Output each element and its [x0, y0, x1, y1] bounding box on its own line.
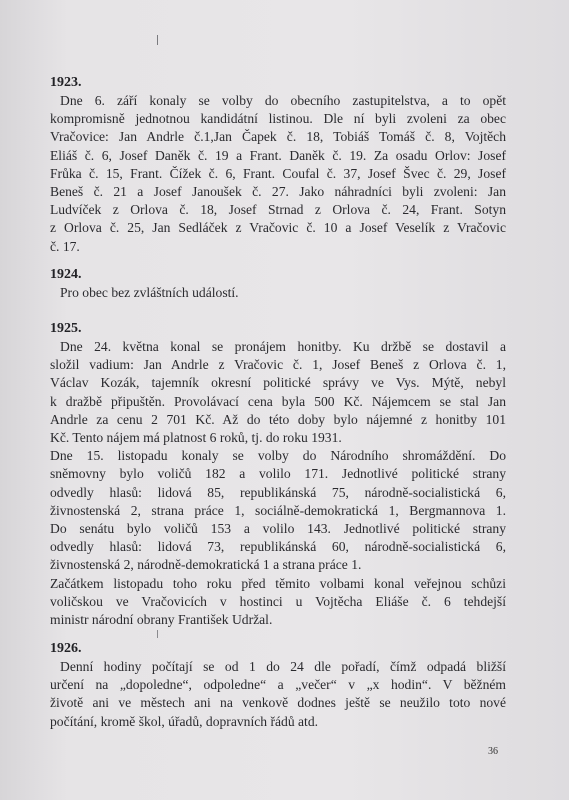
text-line: Do senátu bylo voličů 153 a volilo 143. Jednotlivé politické strany [50, 521, 506, 537]
scan-mark [157, 630, 158, 638]
text-line: počítání, kromě škol, úřadů, dopravních řádů atd. [50, 713, 319, 729]
text-line: sněmovny bylo voličů 182 a volilo 171. Jednotlivé politické strany [50, 466, 506, 482]
text-line: Pro obec bez zvláštních událostí. [60, 285, 239, 300]
text-line: č. 17. [50, 238, 80, 254]
text-line: životě ani ve městech ani na venkově dodnes ještě se neužilo toto nové [50, 695, 506, 711]
text-line: odvedly hlasů: lidová 85, republikánská 75, národně-socialistická 6, [50, 484, 506, 500]
section-1924 [50, 266, 506, 302]
year-heading: 1925. [50, 321, 82, 336]
text-line: z Orlova č. 25, Jan Sedláček z Vračovic č. 10 a Josef Veselík z Vračovic [50, 220, 506, 236]
paragraph [50, 658, 506, 731]
text-line: Dne 24. května konal se pronájem honitby. Ku držbě se dostavil a [60, 339, 506, 354]
text-line: kompromisně jednotnou kandidátní listinou. Dle ní byli zvoleni za obec [50, 111, 506, 127]
paragraph [50, 284, 506, 302]
text-line: živnostenská 2, národně-demokratická 1 a strana práce 1. [50, 557, 362, 573]
text-line: složil vadium: Jan Andrle z Vračovic č. 1, Josef Beneš z Orlova č. 1, [50, 357, 506, 373]
text-line: živnostenská 2, strana práce 1, sociálně-demokratická 1, Bergmannova 1. [50, 502, 506, 518]
year-heading: 1924. [50, 267, 82, 282]
text-line: Denní hodiny počítají se od 1 do 24 dle pořadí, čímž odpadá bližší [60, 659, 506, 674]
text-line: Beneš č. 21 a Josef Janoušek č. 27. Jako náhradníci byli zvoleni: Jan [50, 184, 506, 200]
year-heading: 1923. [50, 75, 82, 90]
scan-mark [157, 35, 158, 45]
text-line: Andrle za cenu 2 701 Kč. Až do této doby bylo nájemné z honitby 101 [50, 411, 506, 427]
text-line: Frůka č. 15, Frant. Čížek č. 6, Frant. Coufal č. 37, Josef Švec č. 29, Josef [50, 165, 506, 181]
text-line: odvedly hlasů: lidová 73, republikánská 60, národně-socialistická 6, [50, 539, 506, 555]
text-line: ministr národní obrany František Udržal. [50, 612, 273, 628]
year-heading: 1926. [50, 641, 82, 656]
section-1923 [50, 74, 506, 256]
page-number: 36 [488, 746, 498, 757]
text-line: Vračovice: Jan Andrle č.1,Jan Čapek č. 18, Tobiáš Tomáš č. 8, Vojtěch [50, 129, 506, 145]
section-1925 [50, 320, 506, 629]
text-line: Ludvíček z Orlova č. 18, Josef Strnad z Orlova č. 24, Frant. Sotyn [50, 202, 506, 218]
text-line: Kč. Tento nájem má platnost 6 roků, tj. do roku 1931. [50, 430, 342, 446]
text-line: Začátkem listopadu toho roku před těmito volbami konal veřejnou schůzi [50, 575, 506, 591]
text-line: Eliáš č. 6, Josef Daněk č. 19 a Frant. Daněk č. 19. Za osadu Orlov: Josef [50, 147, 506, 163]
text-line: určení na „dopoledne“, odpoledne“ a „večer“ v „x hodin“. V běžném [50, 677, 506, 693]
text-line: Dne 15. listopadu konaly se volby do Národního shromáždění. Do [50, 448, 506, 464]
text-line: voličskou ve Vračovicích v hostinci u Vojtěcha Eliáše č. 6 tehdejší [50, 593, 506, 609]
paragraph [50, 338, 506, 629]
text-line: k dražbě připuštěn. Provolávací cena byla 500 Kč. Nájemcem se stal Jan [50, 393, 506, 409]
text-line: Václav Kozák, tajemník okresní politické správy ve Vys. Mýtě, nebyl [50, 375, 506, 391]
paragraph [50, 92, 506, 256]
text-line: Dne 6. září konaly se volby do obecního zastupitelstva, a to opět [60, 93, 506, 108]
section-1926 [50, 640, 506, 731]
